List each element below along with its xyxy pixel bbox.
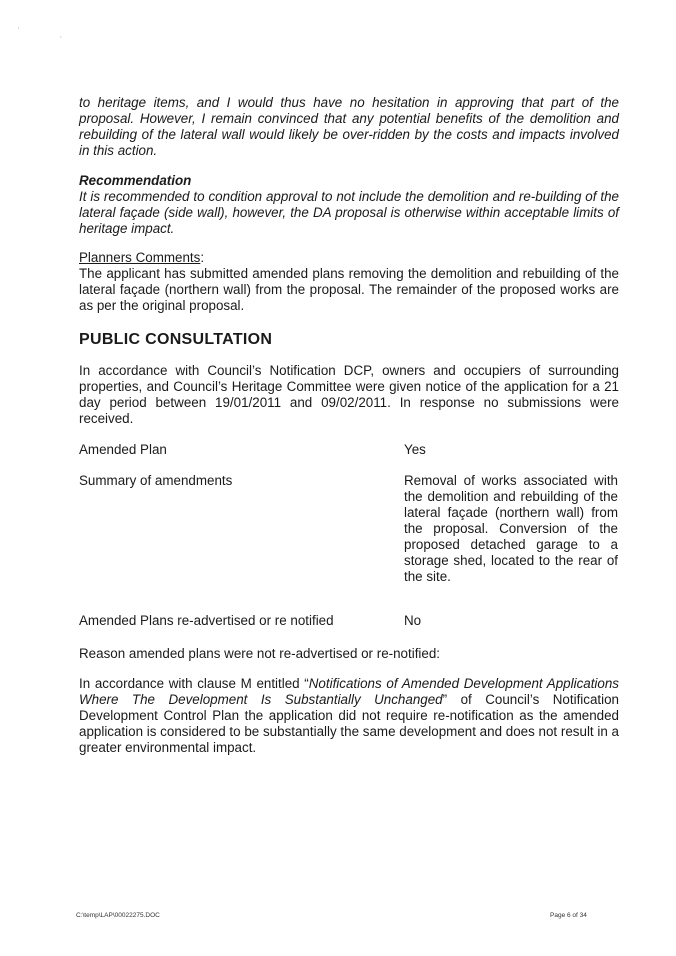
public-consultation-heading: PUBLIC CONSULTATION bbox=[79, 331, 273, 348]
amended-plan-label: Amended Plan bbox=[79, 442, 167, 457]
footer-page-number: Page 6 of 34 bbox=[550, 912, 587, 919]
planners-comments-heading: Planners Comments bbox=[79, 250, 201, 265]
planners-comments-colon: : bbox=[200, 250, 205, 265]
readvertised-value: No bbox=[404, 613, 422, 628]
clause-m-paragraph bbox=[79, 676, 619, 756]
heritage-intro-paragraph: to heritage items, and I would thus have no hesitation in approving that part of the proposal. However, I remain convinced that any potential benefits of the demolition and rebuilding of the lateral wall would likely be over-ridden by the costs and impacts involved in this action. bbox=[79, 95, 619, 158]
reason-heading: Reason amended plans were not re-advertised or re-notified: bbox=[79, 646, 441, 661]
clause-quote-open: “ bbox=[304, 676, 309, 691]
recommendation-heading: Recommendation bbox=[79, 173, 192, 188]
planners-comments-section bbox=[79, 250, 619, 314]
scan-artifact: ' bbox=[18, 28, 20, 34]
summary-of-amendments-label: Summary of amendments bbox=[79, 473, 233, 488]
summary-of-amendments-value: Removal of works associated with the demolition and rebuilding of the lateral façade (northern wall) from the proposal. Conversion of the proposed detached garage to a storage shed, located to the rear of the site. bbox=[404, 473, 618, 584]
clause-text-before: In accordance with clause M entitled bbox=[79, 676, 305, 691]
public-consultation-text: In accordance with Council’s Notification DCP, owners and occupiers of surrounding properties, and Council’s Heritage Committee were given notice of the application for a 21 day period between 19/01/2011 and 09/02/2011. In response no submissions were received. bbox=[79, 363, 619, 426]
footer-file-path: C:\temp\LAP\00022275.DOC bbox=[76, 912, 160, 919]
planners-comments-text: The applicant has submitted amended plans removing the demolition and rebuilding of the lateral façade (northern wall) from the proposal. The remainder of the proposed works are as per the original proposal. bbox=[79, 266, 619, 313]
clause-title: Notifications of Amended Development Applications Where The Development Is Substantially Unchanged bbox=[79, 676, 619, 707]
scan-artifact: , bbox=[60, 33, 62, 39]
amended-plan-value: Yes bbox=[404, 442, 426, 457]
readvertised-label: Amended Plans re-advertised or re notified bbox=[79, 613, 334, 628]
clause-quote-close: ” bbox=[442, 692, 448, 707]
planners-comments-heading-line bbox=[79, 250, 619, 266]
clause-text-after: of Council’s Notification Development Control Plan the application did not require re-notification as the amended application is considered to be substantially the same development and does not result in a greater environmental impact. bbox=[79, 692, 620, 755]
recommendation-text: It is recommended to condition approval to not include the demolition and re-building of the lateral façade (side wall), however, the DA proposal is otherwise within acceptable limits of heritage impact. bbox=[79, 189, 619, 236]
recommendation-section bbox=[79, 173, 619, 237]
